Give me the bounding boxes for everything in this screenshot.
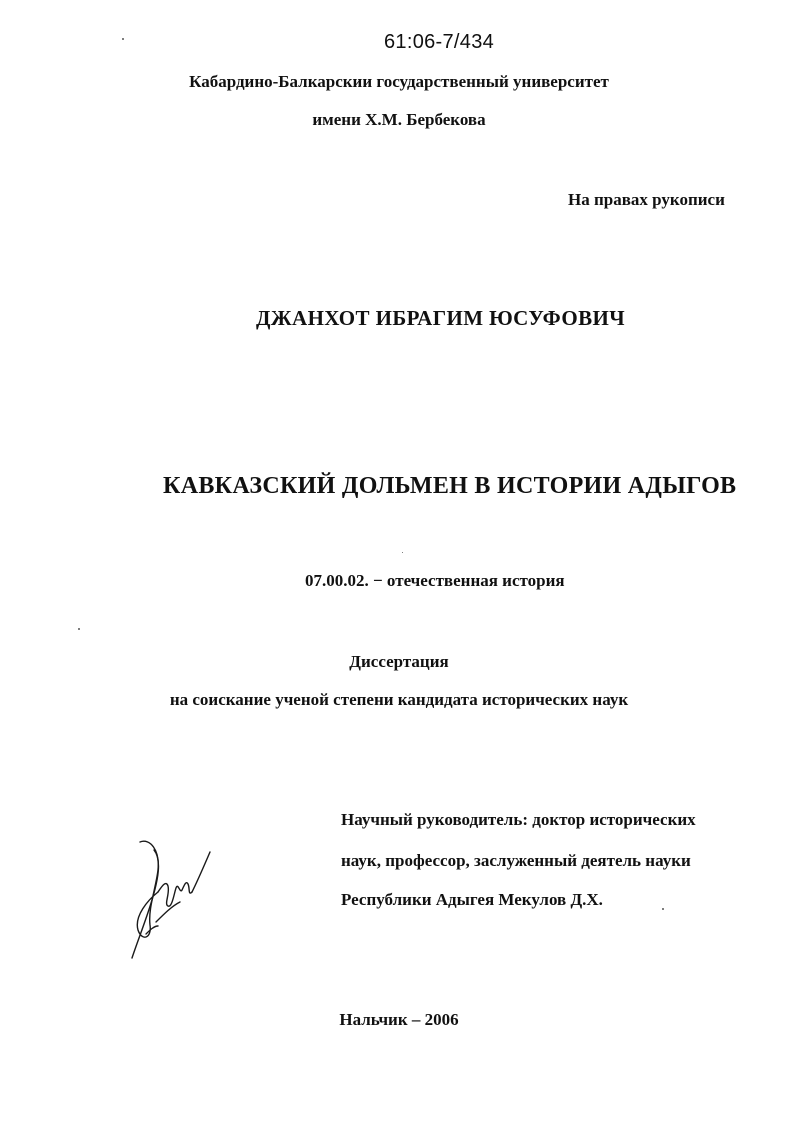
supervisor-line-1: Научный руководитель: доктор исторических [341, 810, 696, 829]
scan-speck [402, 552, 403, 553]
manuscript-note: На правах рукописи [568, 190, 725, 209]
supervisor-line-3: Республики Адыгея Мекулов Д.Х. [341, 890, 603, 909]
author-name: ДЖАНХОТ ИБРАГИМ ЮСУФОВИЧ [256, 306, 626, 330]
document-type: Диссертация [349, 652, 449, 671]
scan-speck [78, 628, 80, 630]
supervisor-line-2: наук, профессор, заслуженный деятель науки [341, 851, 691, 870]
university-dedication: имени Х.М. Бербекова [312, 110, 486, 129]
specialty-code: 07.00.02. − отечественная история [305, 571, 565, 590]
scan-speck [122, 38, 124, 40]
degree-statement: на соискание ученой степени кандидата исторических наук [169, 690, 629, 709]
dissertation-title: КАВКАЗСКИЙ ДОЛЬМЕН В ИСТОРИИ АДЫГОВ [163, 473, 737, 499]
archive-stamp: 61:06-7/434 [384, 31, 495, 53]
university-name: Кабардино-Балкарскии государственный университет [189, 72, 609, 91]
place-and-year: Нальчик – 2006 [339, 1010, 459, 1029]
scan-speck [662, 908, 664, 910]
handwritten-signature-icon [128, 830, 218, 960]
